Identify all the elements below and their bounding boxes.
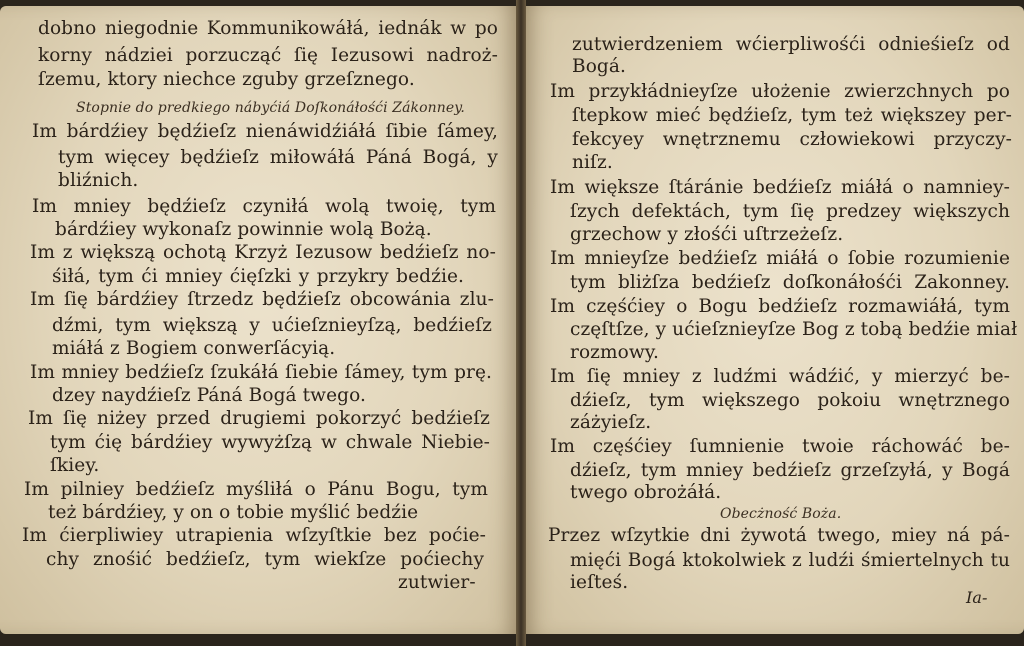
text-line: Przez wſzytkie dni żywotá twego, miey ná pá- <box>548 525 1010 546</box>
text-line: twego obrożáłá. <box>570 482 722 503</box>
text-line: Im bárdźiey będźieſz nienáwidźiáłá ſibie ſámey, <box>32 121 498 142</box>
text-line: miáłá z Bogiem conwerſácyią. <box>52 338 336 359</box>
text-line: bliźnich. <box>58 170 139 191</box>
text-line: ſzemu, ktory niechce zguby grzeſznego. <box>38 69 415 90</box>
text-line: rozmowy. <box>570 342 659 363</box>
text-line: Im częśćiey ſumnienie twoie ráchowáć be- <box>550 436 1010 457</box>
text-line: Im ſię bárdźiey ſtrzedz będźieſz obcowánia zlu- <box>30 289 494 310</box>
section-heading: Stopnie do predkiego nábyćiá Doſkonáłośći Zákonney. <box>76 100 465 116</box>
text-line: mięći Bogá ktokolwiek z ludźi śmiertelnych tu <box>570 550 1010 571</box>
text-line: Im częśćiey o Bogu bedźieſz rozmawiáłá, tym <box>550 296 1010 317</box>
text-line: ſtepkow mieć będźieſz, tym też większey per- <box>572 105 1012 126</box>
text-line: śiłá, tym ći mniey ćięſzki y przykry bedźie. <box>52 266 464 287</box>
text-line: tym więcey będźieſz miłowáłá Páná Bogá, y <box>58 147 498 168</box>
book-gutter <box>516 0 526 646</box>
catchword: Ia- <box>966 588 988 607</box>
text-line: niſz. <box>572 152 613 173</box>
text-line: záżyieſz. <box>570 412 652 433</box>
text-line: dźmi, tym większą y ućieſznieyſzą, bedźieſz <box>52 315 492 336</box>
text-line: grzechow y złośći uſtrzeżeſz. <box>570 224 844 245</box>
text-line: ſzych defektách, tym ſię predzey większych <box>570 201 1010 222</box>
text-line: Im przykłádnieyſze ułożenie zwierzchnych po <box>550 81 1010 102</box>
text-line: zutwierdzeniem wćierpliwośći odnieśieſz od <box>572 34 1010 55</box>
text-line: też bárdźiey, y on o tobie myślić bedźie <box>48 502 419 523</box>
text-line: fekcyey wnętrznemu człowiekowi przyczy- <box>572 129 1012 150</box>
catchword: zutwier- <box>398 572 476 593</box>
text-line: Im ſię niżey przed drugiemi pokorzyć bedźieſz <box>28 408 490 429</box>
text-line: Bogá. <box>572 56 626 77</box>
text-line: tym bliżſza bedźieſz doſkonáłośći Zakonney. <box>570 272 1010 293</box>
text-line: Im mnieyſze bedźieſz miáłá o ſobie rozumienie <box>550 248 1010 269</box>
text-line: dźieſz, tym mniey bedźieſz grzeſzyłá, y Bogá <box>570 460 1010 481</box>
text-line: Im ſię mniey z ludźmi wádźić, y mierzyć be- <box>550 366 1010 387</box>
text-line: Im pilniey bedźieſz myśliłá o Pánu Bogu, tym <box>24 479 488 500</box>
text-line: dzey naydźieſz Páná Bogá twego. <box>52 385 367 406</box>
text-line: Im mniey bedźieſz ſzukáłá ſiebie ſámey, tym prę. <box>30 362 492 383</box>
section-heading: Obecżność Boża. <box>720 506 842 522</box>
text-line: Im mniey będźieſz czyniłá wolą twoię, tym <box>32 196 496 217</box>
text-line: ieſteś. <box>570 572 629 593</box>
text-line: korny nádziei porzucząć ſię Iezusowi nadroż- <box>38 45 498 66</box>
text-line: dobno niegodnie Kommunikowáłá, iednák w po <box>38 18 498 39</box>
text-line: tym ćię bárdźiey wywyżſzą w chwale Niebie- <box>50 432 490 453</box>
text-line: częſtſze, y ućieſznieyſze Bog z tobą bedźie miał <box>570 319 1018 340</box>
text-line: Im ćierpliwiey utrapienia wſzyſtkie bez poćie- <box>22 525 486 546</box>
text-line: Im większe ſtáránie bedźieſz miáłá o namniey- <box>550 177 1010 198</box>
text-line: dźieſz, tym większego pokoiu wnętrznego <box>570 390 1010 411</box>
text-line: chy znośić bedźieſz, tym wiekſze poćiechy <box>46 549 484 570</box>
text-line: ſkiey. <box>50 455 100 476</box>
text-line: Im z większą ochotą Krzyż Iezusow bedźieſz no- <box>30 242 496 263</box>
text-line: bárdźiey wykonaſz powinnie wolą Bożą. <box>55 219 432 240</box>
